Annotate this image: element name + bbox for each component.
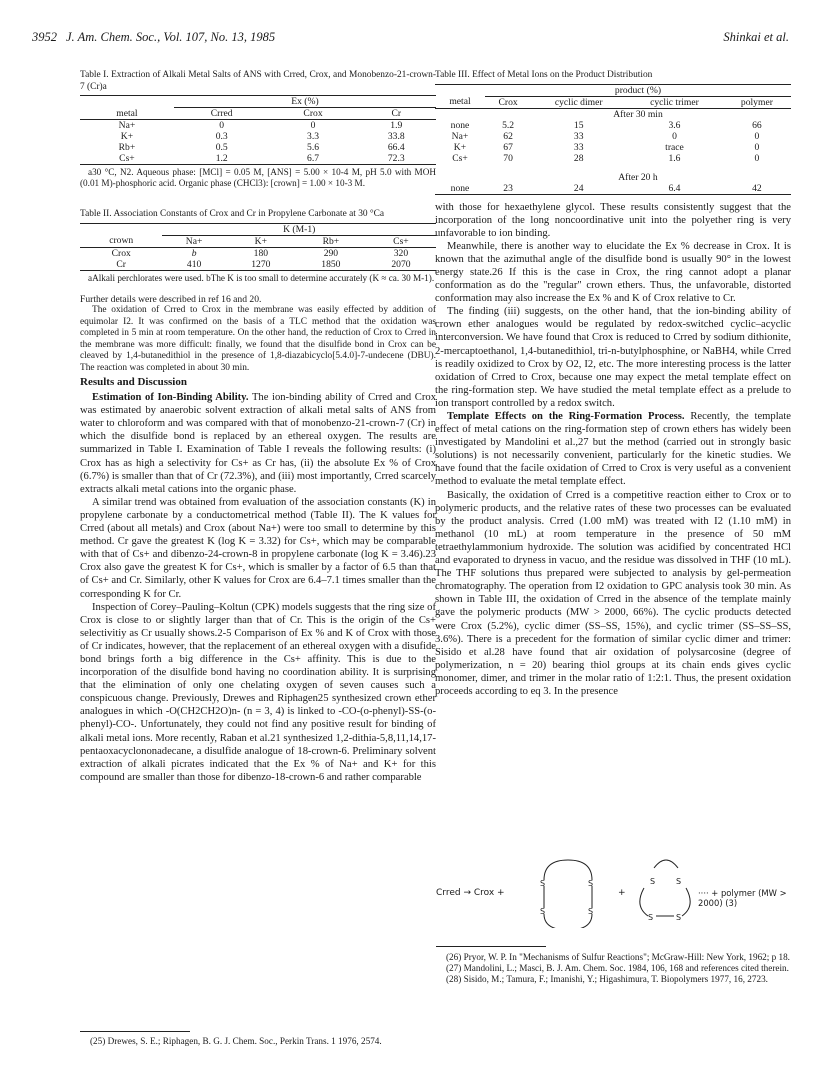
body-paragraph: Basically, the oxidation of Crred is a competitive reaction either to Crox or to polymeric products, and the relative rates of these two processes can be evaluated by the product analysis. Crred (1.00 mM) was treated with I2 (1.10 mM) in methanol (10 mL) at room temperature in the presence of 50 mM tetraethylammonium hydroxide. The solution was acidified by concentrated HCl and evaporated to dryness in vacuo, and the residue was dissolved in THF (10 mL). The THF solutions thus prepared were subjected to analysis by gel-permeation chromatography. The operation from I2 oxidation to GPC analysis took 30 min. As shown in Table III, the oxidation of Crred in the absence of the template mainly gave the polymeric products (MW > 2000, 66%). The cyclic products detected were Crox (5.2%), cyclic dimer (SS–SS, 15%), and cyclic trimer (SS–SS–SS, 3.6%). There is a precedent for the formation of similar cyclic dimer and trimer: Sisido et al.28 have found that air oxidation of polysarcosine (degree of polymerization, n = 20) bearing thiol groups at its chain ends gives cyclic monomer, dimer, and trimer in the molar ratio of 1:2:1. Thus, the present oxidation proceeds according to eq 3. In the presence (435, 489, 791, 697)
table-row: Rb+ 0.5 5.6 66.4 (118, 142, 405, 153)
table2-group-header: K (M-1) (162, 223, 436, 235)
body-paragraph: Estimation of Ion-Binding Ability. The ion-binding ability of Crred and Crox was estimated by anaerobic solvent extraction of alkali metal salts of ANS from water to chloroform and was compared with that of monobenzo-21-crown-7 (Cr) in which the disulfide bond is replaced by an ethereal oxygen. The results are summarized in Table I. Examination of Table I reveals the following results: (i) Crox has as high a selectivity for Cs+ as Cr has, (ii) the absolute Ex % of Crox (6.7%) is smaller than that of Cr (72.3%), and (iii) most importantly, Crred scarcely extracts alkali metal cations into the organic phase. (80, 392, 436, 495)
table2-col: Rb+ (322, 235, 340, 247)
reference-27: (27) Mandolini, L.; Masci, B. J. Am. Chem. Soc. 1984, 106, 168 and references cited therein. (446, 963, 789, 973)
table1-col: Crox (303, 108, 323, 119)
reference-25: (25) Drewes, S. E.; Riphagen, B. G. J. Chem. Soc., Perkin Trans. 1 1976, 2574. (90, 1036, 382, 1046)
right-column (435, 70, 791, 698)
body-paragraph: The finding (iii) suggests, on the other hand, that the ion-binding ability of crown ether analogues would be regulated by redox-switched cyclic–acyclic interconversion. We have found that Crox is reduced to Crred by sodium dithionite, 2-mercaptoethanol, 1,4-butanedithiol, tri-n-butylphosphine, or NaBH4, while Crred is readily oxidized to Crox by O2, I2, etc. The more interesting process is the latter oxidation of Crred to Crox, because one may expect the metal template effect on the ring-formation step. We have studied the metal template effect as a prelude to ion transport controlled by a redox switch. (435, 306, 791, 409)
equation-3 (436, 850, 792, 930)
body-paragraph: A similar trend was obtained from evaluation of the association constants (K) in propylene carbonate by a conductometrical method (Table II). The K values for Crred (about all metals) and Crox (about Na+) were too small to determine by this method. Cr gave the greatest K (log K = 3.32) for Cs+, which may be comparable with that of Cs+ and dibenzo-24-crown-8 in propylene carbonate (log K = 3.46).23 Crox also gave the greatest K for Cs+, which is smaller by a factor of 6.5 than that of Cs+ and Cr. Similarly, other K values for Crox are 6.4–7.1 times smaller than the corresponding K for Cr. (80, 496, 436, 600)
table1-caption: Table I. Extraction of Alkali Metal Salts of ANS with Crred, Crox, and Monobenzo-21-crown-7 (Cr)a (80, 70, 436, 92)
reference-28: (28) Sisido, M.; Tamura, F.; Imanishi, Y.; Higashimura, T. Biopolymers 1977, 16, 2723. (446, 974, 768, 984)
cyclic-trimer-structure (640, 860, 690, 922)
svg-text:S: S (648, 913, 654, 922)
table2-col: K+ (254, 235, 267, 247)
table3-caption: Table III. Effect of Metal Ions on the Product Distribution (435, 70, 653, 80)
table3-col: Crox (498, 96, 518, 108)
table2-footnote: aAlkali perchlorates were used. bThe K is too small to determine accurately (K ≈ ca. 30 M-1). (88, 272, 435, 283)
svg-text:S: S (540, 879, 546, 888)
table-row: Cs+ 1.2 6.7 72.3 (80, 153, 436, 165)
table-row: K+ 67 33 trace 0 (453, 141, 760, 153)
experimental-paragraph: The oxidation of Crred to Crox in the membrane was easily effected by addition of equimolar I2. It was confirmed on the basis of a TLC method that the oxidation was completed in 5 min at room temperature. On the other hand, the reduction of Crox to Crred in the membrane was more difficult: finally, we found that the disulfide bond in Crox can be cleaved by 1,4-butanedithiol in the presence of 1,8-diazabicyclo[5.4.0]-7-undecene (DBU). The reaction was completed in about 30 min. (80, 305, 436, 373)
table-row: Na+ 0 0 1.9 (118, 120, 403, 131)
reference-26: (26) Pryor, W. P. In "Mechanisms of Sulfur Reactions"; McGraw-Hill: New York, 1962; p 18. (446, 952, 790, 962)
table3-section: After 30 min (613, 108, 663, 120)
footnote-rule (80, 1031, 190, 1032)
svg-text:S: S (676, 877, 682, 886)
table3-group-header: product (%) (485, 84, 791, 96)
table1-group-header: Ex (%) (174, 96, 436, 108)
table3-col: cyclic dimer (554, 96, 603, 108)
table3-col: polymer (740, 96, 773, 108)
table3 (435, 84, 791, 195)
running-authors: Shinkai et al. (723, 30, 789, 44)
body-paragraph: Inspection of Corey–Pauling–Koltun (CPK) models suggests that the ring size of Crox is close to or slightly larger than that of Cr. This is the origin of the Cs+ selectivitiy as Cr usually shows.2-5 Comparison of Ex % and K of Crox with those of Cr indicates, however, that the replacement of an ethereal oxygen with a disufide bond brings forth a big difference in the Cs+ affinity. This is due to the incorporation of the disulfide bond having no coordination ability. It is surprising that the elimination of only one chelating oxygen of seven causes such a conspicuous change. Previously, Drewes and Riphagen25 synthesized crown ether analogues in which -O(CH2CH2O)n- (n = 3, 4) is linked to -CO-(o-phenyl)-SS-(o-phenyl)-CO-. Unfortunately, they could not find any positive result for binding of alkali metal ions. More recently, Raban et al.21 synthesized 1,2-dithia-5,8,11,14,17-pentaoxacyclononadecane, a disulfide analogue of 18-crown-6. Preliminary solvent extraction of alkali picrates indicated that the Ex % of Na+ and K+ for this compound are smaller than those for dibenzo-18-crown-6 and rather comparable (80, 601, 436, 783)
equation-plus: + (618, 888, 626, 898)
equation-left: Crred → Crox + (436, 888, 505, 898)
table1-footnote: a30 °C, N2. Aqueous phase: [MCl] = 0.05 M, [ANS] = 5.00 × 10-4 M, pH 5.0 with MOH (0.01 M)-phosphoric acid. Organic phase (CHCl3): [crown] = 1.00 × 10-3 M. (80, 167, 436, 188)
table1 (80, 95, 436, 165)
table2-caption: Table II. Association Constants of Crox and Cr in Propylene Carbonate at 30 °Ca (80, 209, 385, 219)
body-paragraph: with those for hexaethylene glycol. These results consistently suggest that the incorporation of the long noncoordinative unit into the polyether ring is very unfavorable to ion binding. (435, 201, 791, 239)
table2-col: Na+ (185, 235, 203, 247)
table3-col: cyclic trimer (650, 96, 699, 108)
svg-text:S: S (650, 877, 656, 886)
table3-section: After 20 h (618, 171, 658, 183)
table-row: K+ 0.3 3.3 33.8 (120, 131, 405, 142)
table-row: Cs+ 70 28 1.6 0 (452, 152, 760, 164)
svg-text:S: S (540, 907, 546, 916)
table1-col: Crred (210, 108, 233, 119)
footnote-rule (436, 946, 546, 947)
table-row: Crox b 180 290 320 (111, 247, 409, 259)
table-row: none 5.2 15 3.6 66 (450, 119, 762, 131)
table2 (80, 223, 436, 271)
experimental-note: Further details were described in ref 16 and 20. (80, 293, 262, 305)
journal-citation: J. Am. Chem. Soc., Vol. 107, No. 13, 1985 (66, 30, 276, 44)
left-column (80, 70, 436, 784)
equation-structures (526, 858, 706, 928)
body-paragraph: Meanwhile, there is another way to elucidate the Ex % decrease in Crox. It is known that the azimuthal angle of the disulfide bond is usually 90° in the lowest energy state.26 If this is the case in Crox, the ring cannot adopt a planar conformation as do the "regular" crown ethers. Thus, the unfavorable, distorted conformation may also increase the Ex % and K of Crox relative to Cr. (435, 240, 791, 305)
body-paragraph: Template Effects on the Ring-Formation Process. Recently, the template effect of metal cations on the ring-formation step of crown ethers has widely been investigated by Mandolini et al.,27 but the method (carried out in strongly basic solutions) is not necessarily convenient, particularly for the kinetic studies. We have found that the facile oxidation of Crred to Crox is very useful as a convenient method to evaluate the metal template effect. (435, 411, 791, 488)
table-row: Cr 410 1270 1850 2070 (80, 259, 436, 271)
table-row: none 23 24 6.4 42 (435, 183, 791, 195)
table2-col: crown (109, 235, 134, 247)
table2-col: Cs+ (393, 235, 409, 247)
table3-col: metal (449, 96, 471, 108)
table-row: Na+ 62 33 0 0 (451, 130, 760, 142)
references-right (436, 952, 792, 985)
svg-text:S: S (588, 907, 594, 916)
cyclic-dimer-structure (540, 860, 593, 928)
page-number: 3952 (32, 30, 57, 44)
table1-col: metal (116, 107, 138, 119)
equation-right: ···· + polymer (MW > 2000) (3) (698, 888, 787, 908)
section-heading: Results and Discussion (80, 376, 187, 388)
svg-text:S: S (588, 879, 594, 888)
table1-col: Cr (391, 108, 402, 119)
svg-text:S: S (676, 913, 682, 922)
